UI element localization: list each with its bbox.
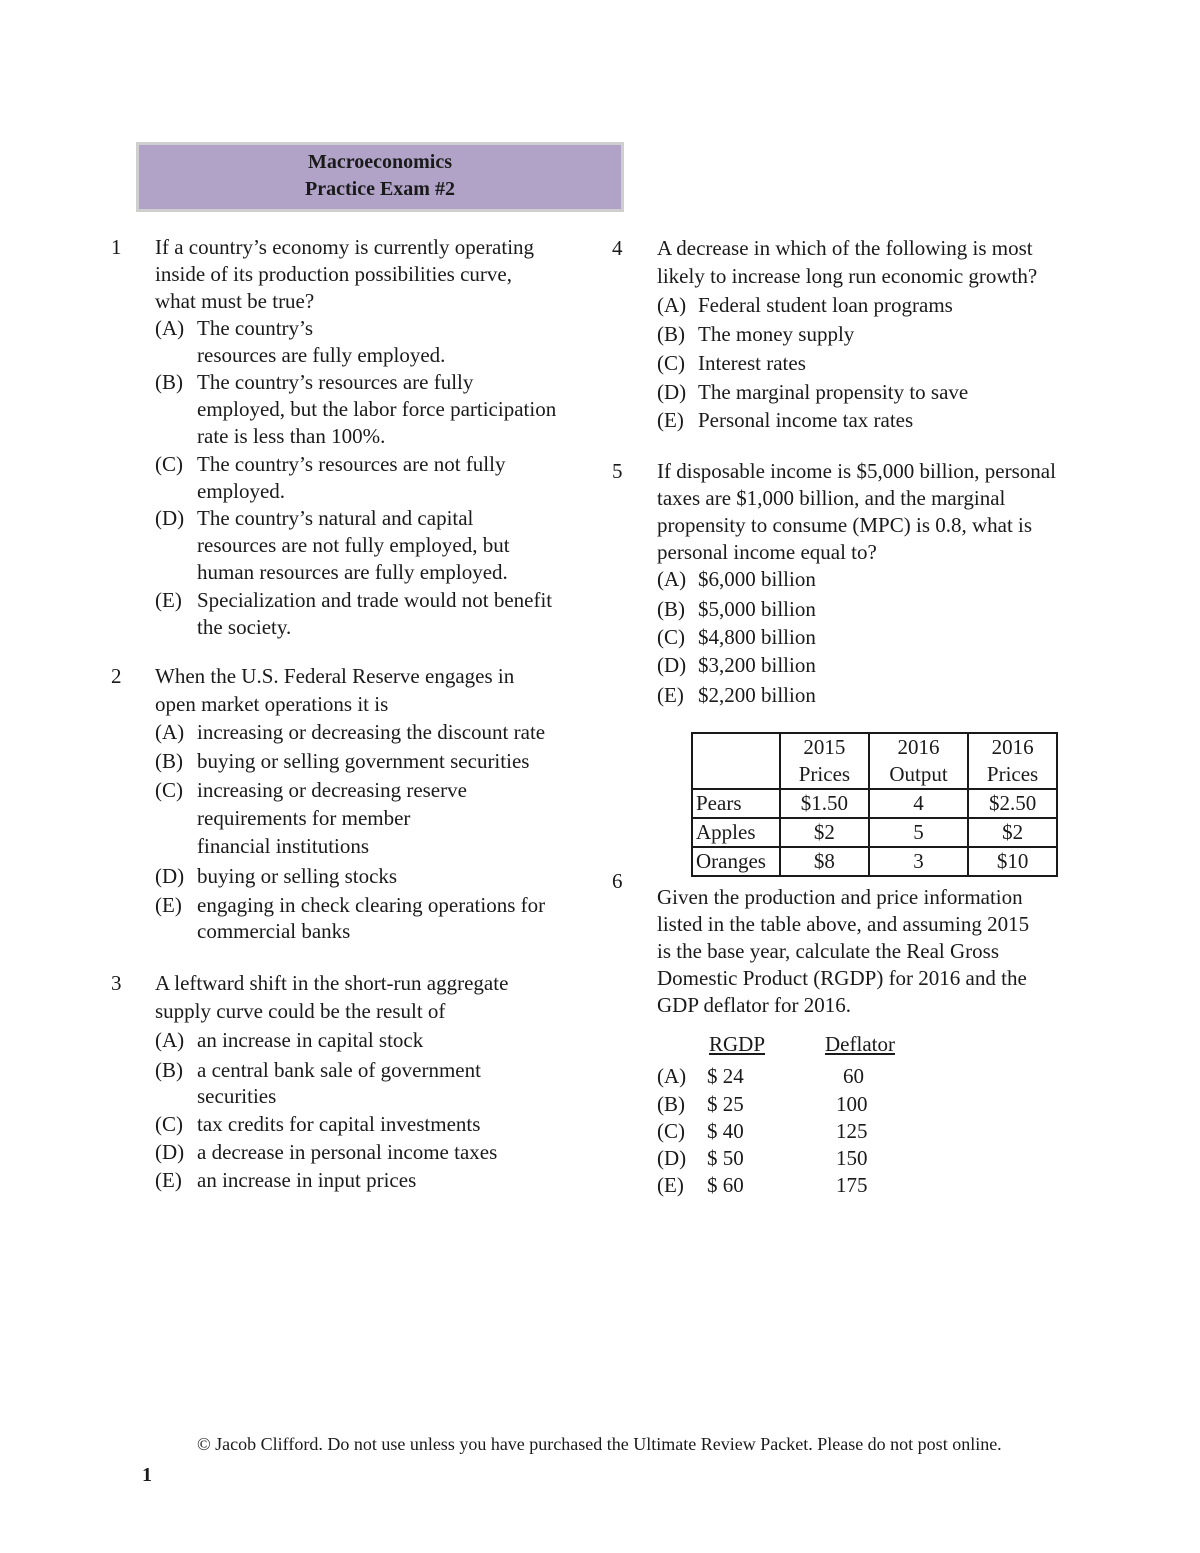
option-text: buying or selling government securities bbox=[197, 749, 530, 773]
option-deflator: 60 bbox=[843, 1064, 864, 1088]
option-rgdp: $ 50 bbox=[707, 1146, 744, 1170]
table-cell: $8 bbox=[780, 847, 869, 876]
header-year: 2016 bbox=[991, 735, 1034, 759]
header-year: 2015 bbox=[803, 735, 846, 759]
option-text: Interest rates bbox=[698, 351, 806, 375]
option-letter: (B) bbox=[155, 749, 183, 773]
option-letter: (C) bbox=[657, 625, 685, 649]
question-number: 5 bbox=[612, 459, 623, 483]
option-letter: (B) bbox=[155, 370, 183, 394]
page-number: 1 bbox=[142, 1464, 152, 1486]
question-stem-line: supply curve could be the result of bbox=[155, 999, 446, 1023]
option-text: commercial banks bbox=[197, 919, 351, 943]
option-letter: (E) bbox=[657, 683, 684, 707]
table-cell: $2.50 bbox=[968, 789, 1057, 818]
option-deflator: 150 bbox=[836, 1146, 868, 1170]
option-text: an increase in capital stock bbox=[197, 1028, 424, 1052]
table-header-cell bbox=[869, 733, 968, 789]
exam-title-subject: Macroeconomics bbox=[307, 151, 453, 173]
question-stem-line: likely to increase long run economic growth? bbox=[657, 264, 1038, 288]
question-stem-line: If a country’s economy is currently operating bbox=[155, 235, 535, 259]
option-text: Federal student loan programs bbox=[698, 293, 953, 317]
option-letter: (D) bbox=[657, 653, 687, 677]
table-header-cell bbox=[692, 733, 780, 789]
option-letter: (D) bbox=[155, 864, 185, 888]
question-stem-line: When the U.S. Federal Reserve engages in bbox=[155, 664, 515, 688]
question-number: 1 bbox=[111, 235, 122, 259]
option-deflator: 125 bbox=[836, 1119, 868, 1143]
option-text: resources are fully employed. bbox=[197, 343, 446, 367]
option-letter: (A) bbox=[155, 316, 185, 340]
option-text: Specialization and trade would not benefit bbox=[197, 588, 553, 612]
option-letter: (C) bbox=[657, 351, 685, 375]
copyright-notice: © Jacob Clifford. Do not use unless you have purchased the Ultimate Review Packet. Please do not post online. bbox=[197, 1434, 1002, 1454]
option-letter: (E) bbox=[155, 588, 182, 612]
option-letter: (E) bbox=[657, 1173, 684, 1197]
question-stem-line: taxes are $1,000 billion, and the marginal bbox=[657, 486, 1006, 510]
option-text: rate is less than 100%. bbox=[197, 424, 386, 448]
table-cell: Pears bbox=[692, 789, 780, 818]
question-stem-line: A leftward shift in the short-run aggregate bbox=[155, 971, 509, 995]
option-text: a central bank sale of government bbox=[197, 1058, 481, 1082]
table-cell: Oranges bbox=[692, 847, 780, 876]
option-letter: (B) bbox=[657, 322, 685, 346]
exam-title-name: Practice Exam #2 bbox=[305, 178, 455, 200]
option-letter: (C) bbox=[657, 1119, 685, 1143]
option-text: The country’s resources are fully bbox=[197, 370, 474, 394]
option-text: $4,800 billion bbox=[698, 625, 816, 649]
option-text: $2,200 billion bbox=[698, 683, 816, 707]
option-letter: (E) bbox=[155, 893, 182, 917]
option-letter: (B) bbox=[657, 1092, 685, 1116]
option-text: an increase in input prices bbox=[197, 1168, 417, 1192]
option-letter: (B) bbox=[155, 1058, 183, 1082]
column-header-deflator: Deflator bbox=[825, 1032, 895, 1056]
header-label: Output bbox=[889, 762, 948, 786]
option-text: Personal income tax rates bbox=[698, 408, 914, 432]
option-text: The marginal propensity to save bbox=[698, 380, 969, 404]
option-letter: (A) bbox=[155, 720, 185, 744]
option-text: $3,200 billion bbox=[698, 653, 816, 677]
option-text: engaging in check clearing operations for bbox=[197, 893, 546, 917]
option-deflator: 175 bbox=[836, 1173, 868, 1197]
option-text: increasing or decreasing reserve bbox=[197, 778, 467, 802]
table-cell: $2 bbox=[780, 818, 869, 847]
question-stem-line: Domestic Product (RGDP) for 2016 and the bbox=[657, 966, 1027, 990]
table-header-cell bbox=[968, 733, 1057, 789]
question-stem-line: GDP deflator for 2016. bbox=[657, 993, 852, 1017]
table-header-cell bbox=[780, 733, 869, 789]
table-row bbox=[692, 789, 1057, 818]
option-letter: (D) bbox=[155, 1140, 185, 1164]
option-deflator: 100 bbox=[836, 1092, 868, 1116]
question-stem-line: what must be true? bbox=[155, 289, 315, 313]
question-stem-line: personal income equal to? bbox=[657, 540, 877, 564]
header-label: Prices bbox=[986, 762, 1039, 786]
option-letter: (A) bbox=[657, 293, 687, 317]
table-cell: $1.50 bbox=[780, 789, 869, 818]
option-letter: (E) bbox=[155, 1168, 182, 1192]
question-number: 4 bbox=[612, 236, 623, 260]
option-letter: (A) bbox=[155, 1028, 185, 1052]
option-text: The country’s bbox=[197, 316, 314, 340]
option-rgdp: $ 24 bbox=[707, 1064, 744, 1088]
option-text: $6,000 billion bbox=[698, 567, 816, 591]
table-row bbox=[692, 818, 1057, 847]
option-text: The country’s resources are not fully bbox=[197, 452, 506, 476]
option-letter: (B) bbox=[657, 597, 685, 621]
exam-title-box bbox=[136, 142, 624, 212]
option-text: buying or selling stocks bbox=[197, 864, 398, 888]
price-output-table bbox=[691, 732, 1058, 877]
column-header-rgdp: RGDP bbox=[709, 1032, 766, 1056]
question-stem-line: A decrease in which of the following is most bbox=[657, 236, 1033, 260]
header-label: Prices bbox=[798, 762, 851, 786]
option-text: the society. bbox=[197, 615, 292, 639]
option-text: The country’s natural and capital bbox=[197, 506, 474, 530]
question-stem-line: If disposable income is $5,000 billion, personal bbox=[657, 459, 1056, 483]
option-text: securities bbox=[197, 1084, 277, 1108]
option-letter: (E) bbox=[657, 408, 684, 432]
question-number: 2 bbox=[111, 664, 122, 688]
option-text: a decrease in personal income taxes bbox=[197, 1140, 498, 1164]
option-text: resources are not fully employed, but bbox=[197, 533, 510, 557]
table-header-row bbox=[692, 733, 1057, 789]
question-stem-line: propensity to consume (MPC) is 0.8, what is bbox=[657, 513, 1033, 537]
option-letter: (D) bbox=[657, 380, 687, 404]
option-rgdp: $ 60 bbox=[707, 1173, 744, 1197]
table-cell: $2 bbox=[968, 818, 1057, 847]
table-cell: 4 bbox=[869, 789, 968, 818]
option-text: $5,000 billion bbox=[698, 597, 816, 621]
table-cell: 5 bbox=[869, 818, 968, 847]
table-cell: 3 bbox=[869, 847, 968, 876]
question-stem-line: Given the production and price information bbox=[657, 885, 1023, 909]
option-text: financial institutions bbox=[197, 834, 370, 858]
option-rgdp: $ 40 bbox=[707, 1119, 744, 1143]
question-number: 6 bbox=[612, 869, 623, 893]
question-stem-line: inside of its production possibilities curve, bbox=[155, 262, 512, 286]
option-letter: (C) bbox=[155, 1112, 183, 1136]
option-text: employed, but the labor force participation bbox=[197, 397, 557, 421]
option-letter: (A) bbox=[657, 567, 687, 591]
question-number: 3 bbox=[111, 971, 122, 995]
option-rgdp: $ 25 bbox=[707, 1092, 744, 1116]
option-letter: (A) bbox=[657, 1064, 687, 1088]
option-text: human resources are fully employed. bbox=[197, 560, 508, 584]
question-stem-line: listed in the table above, and assuming 2015 bbox=[657, 912, 1030, 936]
option-letter: (C) bbox=[155, 778, 183, 802]
option-text: increasing or decreasing the discount rate bbox=[197, 720, 546, 744]
option-text: employed. bbox=[197, 479, 286, 503]
table-cell: Apples bbox=[692, 818, 780, 847]
option-text: The money supply bbox=[698, 322, 855, 346]
question-stem-line: is the base year, calculate the Real Gross bbox=[657, 939, 1000, 963]
option-text: tax credits for capital investments bbox=[197, 1112, 481, 1136]
header-year: 2016 bbox=[897, 735, 940, 759]
question-stem-line: open market operations it is bbox=[155, 692, 389, 716]
option-text: requirements for member bbox=[197, 806, 411, 830]
option-letter: (D) bbox=[657, 1146, 687, 1170]
option-letter: (C) bbox=[155, 452, 183, 476]
table-row bbox=[692, 847, 1057, 876]
table-cell: $10 bbox=[968, 847, 1057, 876]
option-letter: (D) bbox=[155, 506, 185, 530]
